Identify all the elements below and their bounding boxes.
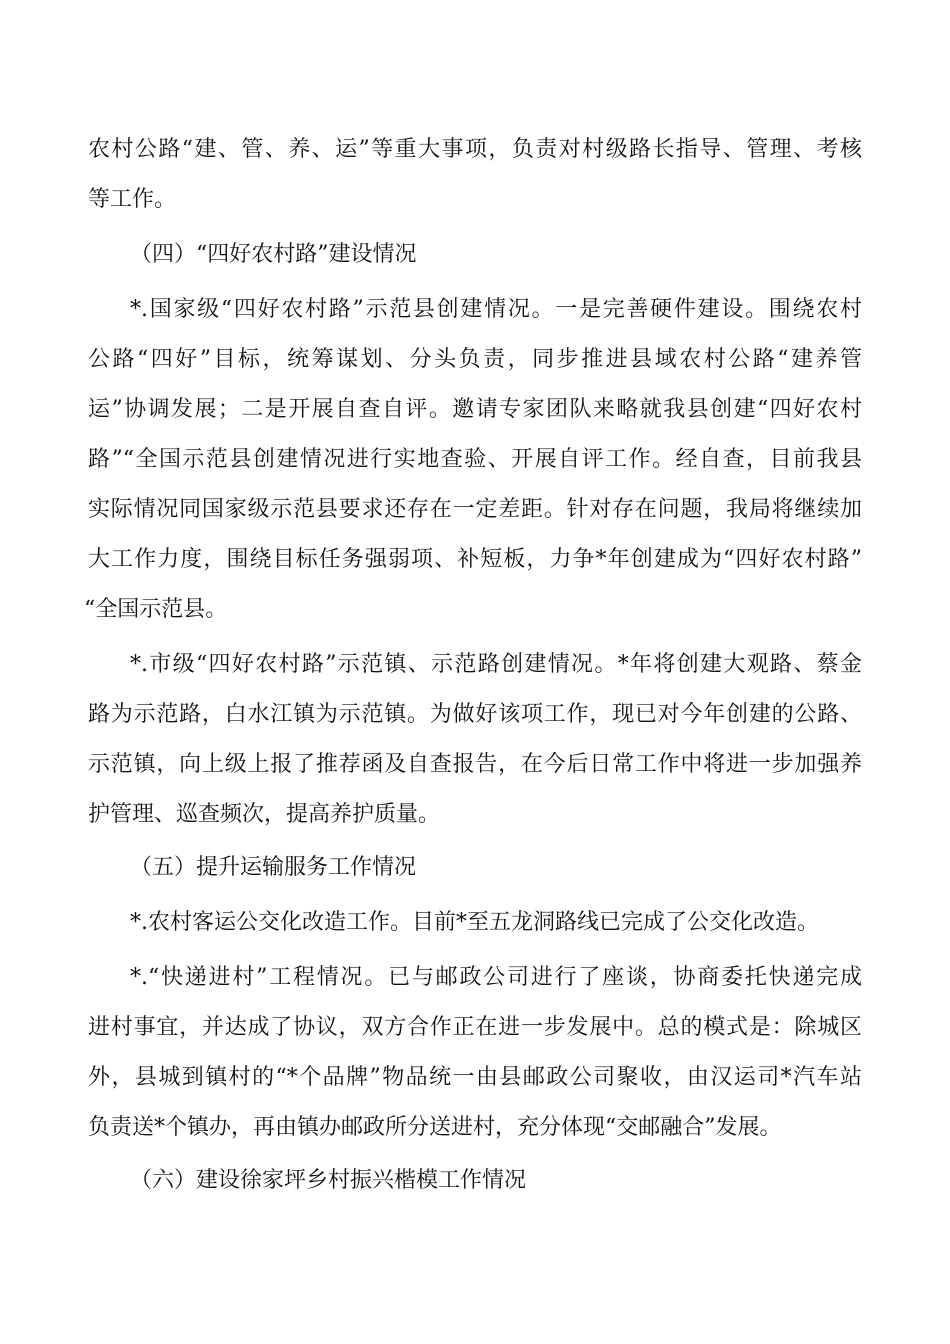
body-line: 公路“四好”目标，统筹谋划、分头负责，同步推进县域农村公路“建养管 <box>88 347 862 372</box>
body-line: *.国家级“四好农村路”示范县创建情况。一是完善硬件建设。围绕农村 <box>130 297 862 322</box>
body-line: 护管理、巡查频次，提高养护质量。 <box>88 802 441 827</box>
body-line: 进村事宜，并达成了协议，双方合作正在进一步发展中。总的模式是：除城区 <box>88 1015 862 1040</box>
section-heading: （四）“四好农村路”建设情况 <box>130 242 417 267</box>
section-heading: （六）建设徐家坪乡村振兴楷模工作情况 <box>130 1168 527 1193</box>
section-heading: （五）提升运输服务工作情况 <box>130 855 417 880</box>
body-line: 路”“全国示范县创建情况进行实地查验、开展自评工作。经自查，目前我县 <box>88 447 862 472</box>
body-line: 实际情况同国家级示范县要求还存在一定差距。针对存在问题，我局将继续加 <box>88 497 862 522</box>
body-line: “全国示范县。 <box>84 597 228 622</box>
body-line: 等工作。 <box>88 187 177 212</box>
body-line: 大工作力度，围绕目标任务强弱项、补短板，力争*年创建成为“四好农村路” <box>88 547 862 572</box>
body-line: *.“快递进村”工程情况。已与邮政公司进行了座谈，协商委托快递完成 <box>130 965 862 990</box>
body-line: *.市级“四好农村路”示范镇、示范路创建情况。*年将创建大观路、蔡金 <box>130 652 862 677</box>
body-line: 示范镇，向上级上报了推荐函及自查报告，在今后日常工作中将进一步加强养 <box>88 752 862 777</box>
body-line: 负责送*个镇办，再由镇办邮政所分送进村，充分体现“交邮融合”发展。 <box>88 1115 782 1140</box>
body-line: 外，县城到镇村的“*个品牌”物品统一由县邮政公司聚收，由汉运司*汽车站 <box>88 1065 862 1090</box>
body-line: 路为示范路，白水江镇为示范镇。为做好该项工作，现已对今年创建的公路、 <box>88 702 862 727</box>
body-line: 农村公路“建、管、养、运”等重大事项，负责对村级路长指导、管理、考核 <box>88 137 862 162</box>
body-line: 运”协调发展；二是开展自查自评。邀请专家团队来略就我县创建“四好农村 <box>88 397 862 422</box>
body-line: *.农村客运公交化改造工作。目前*至五龙洞路线已完成了公交化改造。 <box>130 910 819 935</box>
